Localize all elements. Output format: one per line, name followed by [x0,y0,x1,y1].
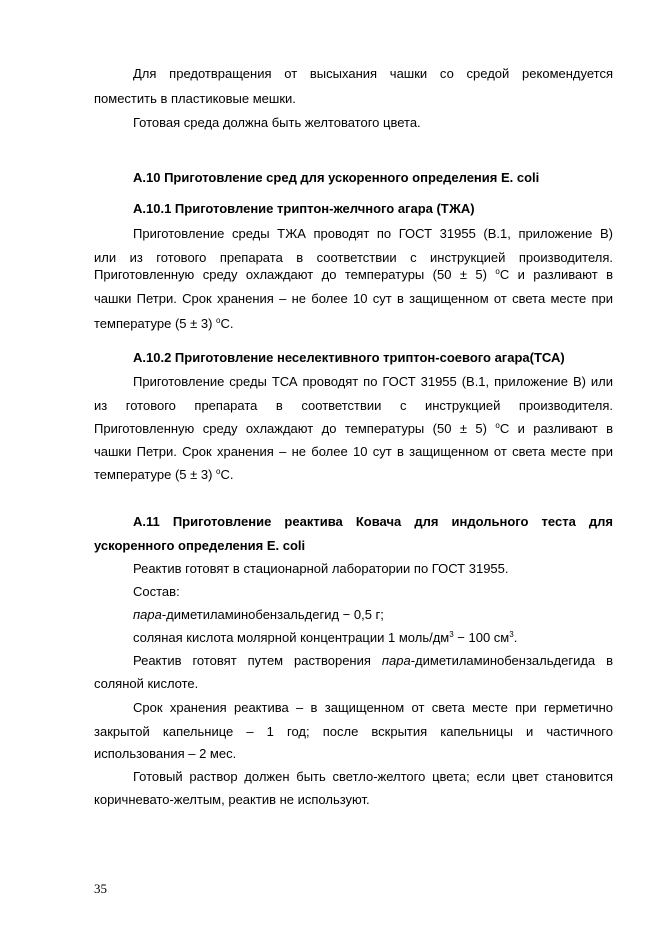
paragraph-composition: Состав: [133,584,180,599]
heading-a11-line-2: ускоренного определения E. coli [94,538,306,553]
paragraph-a10-2-line-2: из готового препарата в соответствии с инструкцией производителя. [94,398,613,413]
heading-a10-1: А.10.1 Приготовление триптон-желчного агара (ТЖА) [133,201,475,216]
paragraph-a10-2-line-4: чашки Петри. Срок хранения – не более 10 сут в защищенном от света месте при [94,444,613,459]
paragraph-color: Готовая среда должна быть желтоватого цвета. [133,115,421,130]
paragraph-storage-line-2: закрытой капельнице – 1 год; после вскрытия капельницы и частичного [94,724,613,739]
paragraph-a10-1-line-4: чашки Петри. Срок хранения – не более 10 сут в защищенном от света месте при [94,291,613,306]
paragraph-acid-component: соляная кислота молярной концентрации 1 моль/$дм^3 - 100$ $см^3$. [133,630,518,645]
paragraph-prep-line-1: Реактив готовят путем растворения пара-диметиламинобензальдегида в [133,653,613,668]
paragraph-a10-1-line-3: Приготовленную среду охлаждают до температуры (50 ± 5) $^о$С и разливают в [94,267,613,282]
paragraph-a10-1-line-1: Приготовление среды ТЖА проводят по ГОСТ 31955 (В.1, приложение В) [133,226,613,241]
heading-a11-line-1: А.11 Приготовление реактива Ковача для индольного теста для [133,514,613,529]
paragraph-reagent: Реактив готовят в стационарной лаборатории по ГОСТ 31955. [133,561,509,576]
paragraph-prep-line-2: соляной кислоте. [94,676,199,691]
paragraph-a10-1-line-2: или из готового препарата в соответствии с инструкцией производителя. [94,250,613,265]
heading-a10-2: А.10.2 Приготовление неселективного триптон-соевого агара(ТСА) [133,350,565,365]
paragraph-drying-line-1: Для предотвращения от высыхания чашки со средой рекомендуется [133,66,613,81]
paragraph-a10-1-line-5: температуре (5 ± 3) $^о$С. [94,316,234,331]
page-number: 35 [94,881,107,896]
paragraph-ready-line-2: коричневато-желтым, реактив не используют. [94,792,370,807]
paragraph-para-component: пара-диметиламинобензальдегид − 0,5 г; [133,607,384,622]
paragraph-drying-line-2: поместить в пластиковые мешки. [94,91,296,106]
paragraph-ready-line-1: Готовый раствор должен быть светло-желтого цвета; если цвет становится [133,769,613,784]
paragraph-a10-2-line-5: температуре (5 ± 3) $^о$С. [94,467,234,482]
paragraph-a10-2-line-3: Приготовленную среду охлаждают до температуры (50 ± 5) $^о$С и разливают в [94,421,613,436]
heading-a10: А.10 Приготовление сред для ускоренного определения E. coli [133,170,540,185]
paragraph-a10-2-line-1: Приготовление среды ТСА проводят по ГОСТ 31955 (В.1, приложение В) или [133,374,613,389]
paragraph-storage-line-3: использования – 2 мес. [94,746,237,761]
paragraph-storage-line-1: Срок хранения реактива – в защищенном от света месте при герметично [133,700,613,715]
